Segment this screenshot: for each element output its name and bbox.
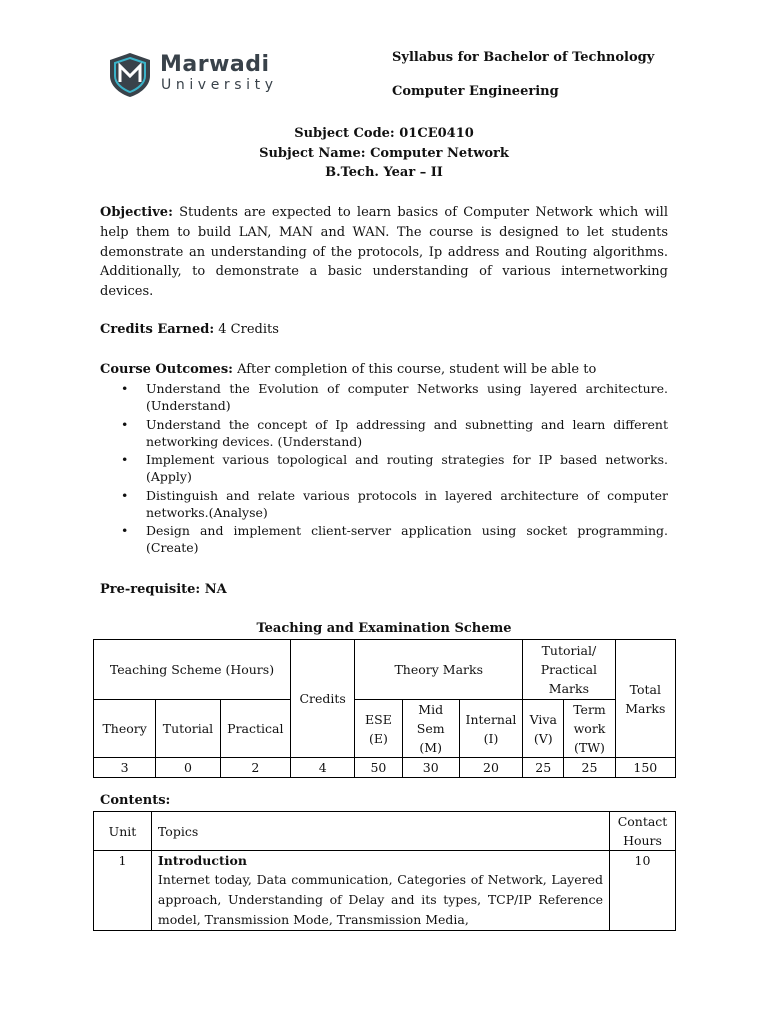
val-credits: 4	[291, 758, 355, 778]
val-practical: 2	[220, 758, 290, 778]
outcome-item: • Design and implement client-server application using socket programming. (Create)	[100, 522, 668, 556]
val-term-work: 25	[564, 758, 615, 778]
unit-number: 1	[94, 851, 152, 931]
credits-header: Credits	[291, 640, 355, 758]
objective-paragraph	[100, 203, 668, 302]
teaching-scheme-table	[93, 639, 676, 778]
col-ese: ESE (E)	[355, 700, 402, 758]
outcomes-label: Course Outcomes:	[100, 362, 233, 377]
credits-value: 4 Credits	[214, 322, 279, 337]
val-internal: 20	[459, 758, 522, 778]
col-viva: Viva (V)	[523, 700, 564, 758]
contact-hours-header: Contact Hours	[610, 812, 676, 851]
unit-topics	[151, 851, 609, 931]
syllabus-title: Syllabus for Bachelor of Technology	[392, 50, 655, 65]
unit-body: Internet today, Data communication, Categories of Network, Layered approach, Understanding of Delay and its types, TCP/IP Reference model, Transmission Mode, Transmission Media,	[157, 872, 604, 927]
scheme-title: Teaching and Examination Scheme	[256, 621, 512, 636]
theory-marks-header: Theory Marks	[355, 640, 523, 700]
total-marks-header: Total Marks	[615, 640, 675, 758]
university-logo	[108, 52, 298, 100]
val-ese: 50	[355, 758, 402, 778]
credits-line	[100, 322, 279, 337]
department-title: Computer Engineering	[392, 84, 559, 99]
tutorial-practical-header: Tutorial/ Practical Marks	[523, 640, 615, 700]
col-internal: Internal (I)	[459, 700, 522, 758]
col-tutorial: Tutorial	[156, 700, 220, 758]
unit-header: Unit	[94, 812, 152, 851]
outcomes-heading	[100, 362, 596, 377]
outcome-item: • Implement various topological and routing strategies for IP based networks. (Apply)	[100, 451, 668, 485]
col-theory: Theory	[94, 700, 156, 758]
val-total: 150	[615, 758, 675, 778]
topics-header: Topics	[151, 812, 609, 851]
outcome-item: • Understand the Evolution of computer Networks using layered architecture. (Understand)	[100, 380, 668, 414]
credits-label: Credits Earned:	[100, 322, 215, 337]
val-viva: 25	[523, 758, 564, 778]
col-term-work: Term work (TW)	[564, 700, 615, 758]
objective-label: Objective:	[100, 205, 173, 220]
logo-name: Marwadi	[160, 52, 270, 77]
subject-code: Subject Code: 01CE0410	[294, 126, 474, 141]
subject-year: B.Tech. Year – II	[325, 165, 443, 180]
teaching-scheme-header: Teaching Scheme (Hours)	[94, 640, 291, 700]
objective-text: Students are expected to learn basics of Computer Network which will help them to build LAN, MAN and WAN. The course is designed to let students demonstrate an understanding of the protocols, Ip address and Routing algorithms. Additionally, to demonstrate a basic understanding of various internetworking devices.	[100, 205, 668, 300]
val-tutorial: 0	[156, 758, 220, 778]
outcome-item: • Understand the concept of Ip addressing and subnetting and learn different networking devices. (Understand)	[100, 416, 668, 450]
prerequisite: Pre-requisite: NA	[100, 582, 227, 597]
col-mid-sem: Mid Sem (M)	[402, 700, 459, 758]
unit-hours: 10	[610, 851, 676, 931]
logo-sub: University	[161, 77, 278, 93]
outcomes-intro: After completion of this course, student will be able to	[232, 362, 597, 377]
val-theory: 3	[94, 758, 156, 778]
outcomes-list	[100, 380, 668, 558]
contents-table	[93, 811, 676, 931]
subject-name: Subject Name: Computer Network	[259, 146, 509, 161]
unit-title: Introduction	[157, 853, 247, 868]
shield-logo-icon	[108, 52, 152, 98]
outcome-item: • Distinguish and relate various protocols in layered architecture of computer networks.(Analyse)	[100, 487, 668, 521]
contents-label: Contents:	[100, 793, 171, 808]
col-practical: Practical	[220, 700, 290, 758]
val-mid-sem: 30	[402, 758, 459, 778]
